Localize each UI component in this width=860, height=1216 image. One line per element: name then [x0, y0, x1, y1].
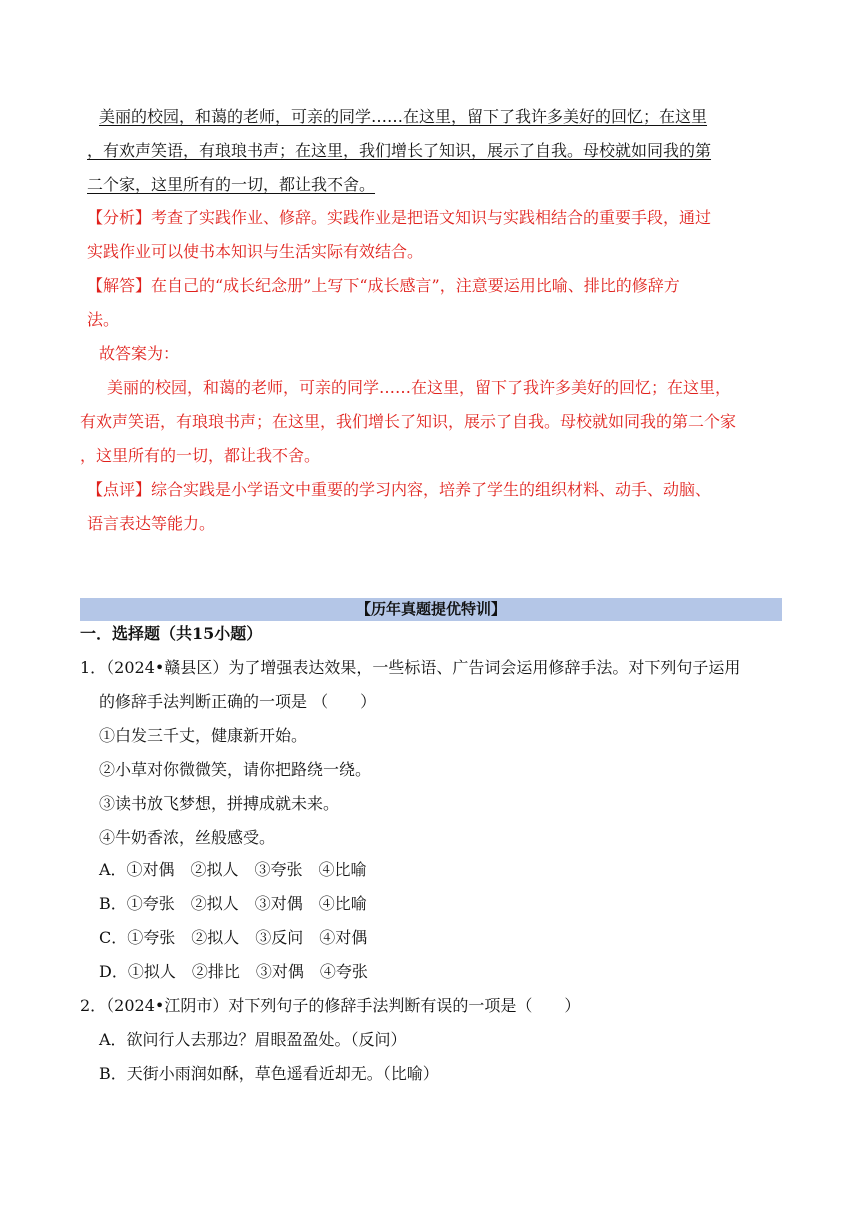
comment-line: 【点评】综合实践是小学语文中重要的学习内容，培养了学生的组织材料、动手、动脑、 [87, 480, 712, 499]
answer-text-line: 有欢声笑语，有琅琅书声；在这里，我们增长了知识，展示了自我。母校就如同我的第二个家 [80, 412, 737, 431]
question-item: ②小草对你微微笑，请你把路绕一绕。 [99, 760, 372, 779]
section-banner: 【历年真题提优特训】 [80, 598, 782, 621]
solution-line: 法。 [87, 310, 120, 329]
question-item: ④牛奶香浓，丝般感受。 [99, 828, 276, 847]
analysis-line: 实践作业可以使书本知识与生活实际有效结合。 [87, 242, 424, 261]
option-d: D．①拟人 ②排比 ③对偶 ④夸张 [99, 962, 368, 981]
analysis-line: 【分析】考查了实践作业、修辞。实践作业是把语文知识与实践相结合的重要手段，通过 [87, 208, 712, 227]
option-a: A．①对偶 ②拟人 ③夸张 ④比喻 [99, 860, 367, 879]
answer-line: ，有欢声笑语，有琅琅书声；在这里，我们增长了知识，展示了自我。母校就如同我的第 [87, 141, 712, 160]
option-b: B．天街小雨润如酥，草色遥看近却无。（比喻） [99, 1064, 439, 1083]
question-stem: 2．（2024•江阴市）对下列句子的修辞手法判断有误的一项是（ ） [80, 996, 581, 1015]
question-stem: 的修辞手法判断正确的一项是 （ ） [99, 692, 377, 711]
answer-text-line: 美丽的校园，和蔼的老师，可亲的同学……在这里，留下了我许多美好的回忆；在这里， [107, 378, 732, 397]
option-b: B．①夸张 ②拟人 ③对偶 ④比喻 [99, 894, 367, 913]
answer-intro: 故答案为： [99, 344, 180, 363]
option-a: A．欲问行人去那边？眉眼盈盈处。（反问） [99, 1030, 407, 1049]
option-c: C．①夸张 ②拟人 ③反问 ④对偶 [99, 928, 368, 947]
section-title: 一．选择题（共15小题） [80, 624, 263, 643]
question-item: ③读书放飞梦想，拼搏成就未来。 [99, 794, 340, 813]
answer-line: 二个家，这里所有的一切，都让我不舍。 [87, 175, 376, 194]
comment-line: 语言表达等能力。 [87, 514, 216, 533]
solution-line: 【解答】在自己的“成长纪念册”上写下“成长感言”，注意要运用比喻、排比的修辞方 [87, 276, 680, 295]
question-item: ①白发三千丈，健康新开始。 [99, 726, 308, 745]
answer-line: 美丽的校园，和蔼的老师，可亲的同学……在这里，留下了我许多美好的回忆；在这里 [99, 107, 708, 126]
answer-text-line: ，这里所有的一切，都让我不舍。 [80, 446, 321, 465]
question-stem: 1．（2024•赣县区）为了增强表达效果，一些标语、广告词会运用修辞手法。对下列句子运用 [80, 658, 741, 677]
